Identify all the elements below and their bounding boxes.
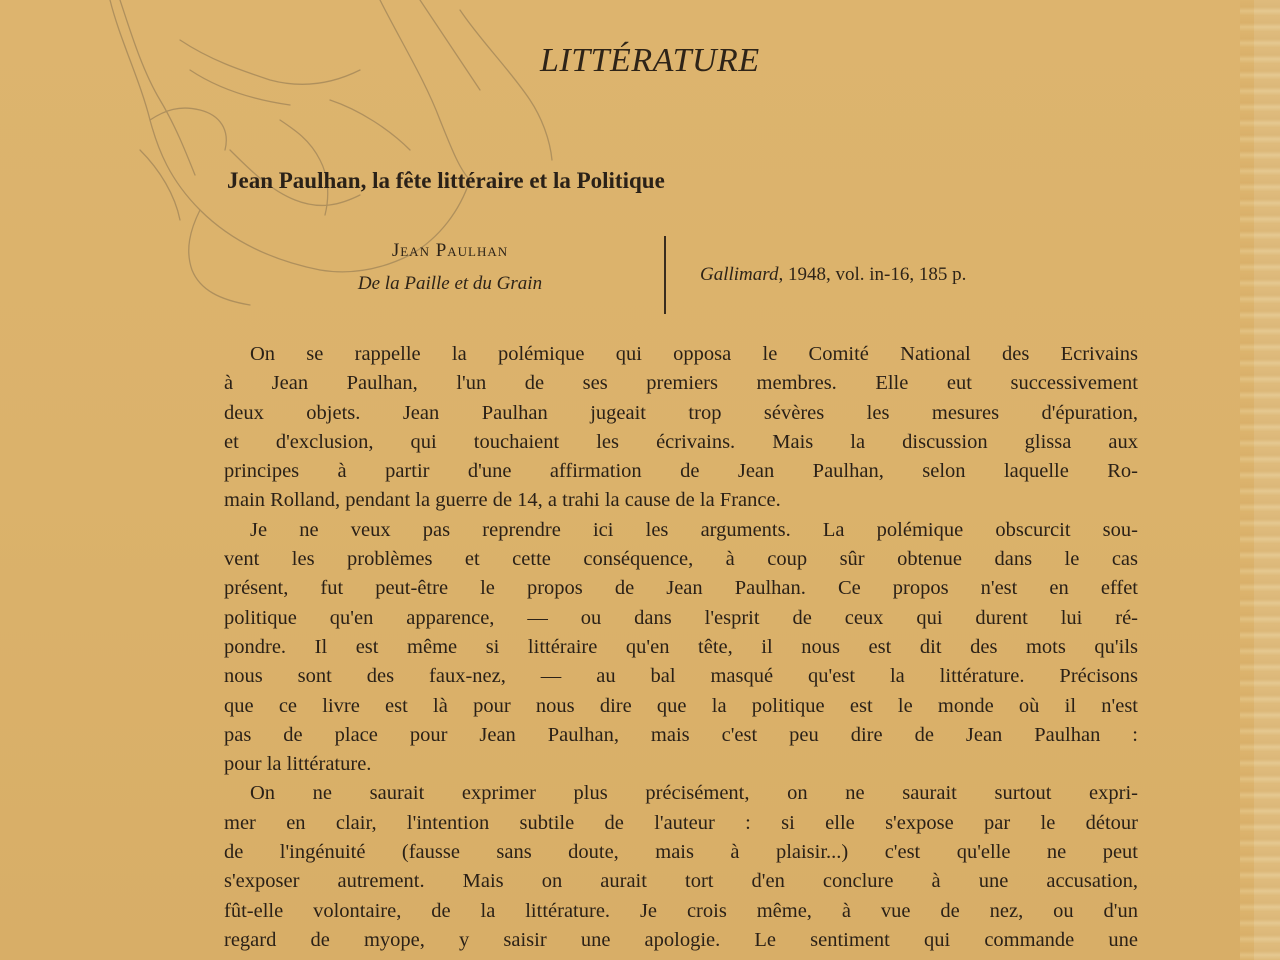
body-line: principes à partir d'une affirmation de Jean Paulhan, selon laquelle Ro- (224, 460, 1138, 483)
body-line: pour la littérature. (224, 753, 372, 776)
reference-book-title: De la Paille et du Grain (357, 273, 543, 294)
body-line: nous sont des faux-nez, — au bal masqué qu'est la littérature. Précisons (224, 665, 1138, 688)
body-line: et d'exclusion, qui touchaient les écrivains. Mais la discussion glissa aux (224, 430, 1138, 453)
body-line: On ne saurait exprimer plus précisément, on ne saurait surtout expri- (250, 782, 1138, 805)
body-line: On se rappelle la polémique qui opposa le Comité National des Ecrivains (250, 343, 1138, 365)
body-line: politique qu'en apparence, — ou dans l'esprit de ceux qui durent lui ré- (224, 606, 1138, 629)
body-line: regard de myope, y saisir une apologie. Le sentiment qui commande une (224, 928, 1138, 951)
book-reference (250, 240, 650, 295)
body-line: vent les problèmes et cette conséquence, à coup sûr obtenue dans le cas (224, 548, 1138, 571)
body-line: Je ne veux pas reprendre ici les arguments. La polémique obscurcit sou- (250, 518, 1138, 541)
body-line: deux objets. Jean Paulhan jugeait trop sévères les mesures d'épuration, (224, 401, 1138, 424)
reference-details: , 1948, vol. in-16, 185 p. (778, 264, 967, 285)
article-title: Jean Paulhan, la fête littéraire et la Politique (227, 168, 665, 193)
article-body (224, 340, 1138, 955)
body-line: que ce livre est là pour nous dire que la politique est le monde où il n'est (224, 694, 1138, 717)
body-line: à Jean Paulhan, l'un de ses premiers membres. Elle eut successivement (224, 372, 1138, 395)
body-line: présent, fut peut-être le propos de Jean Paulhan. Ce propos n'est en effet (224, 577, 1138, 600)
body-line: main Rolland, pendant la guerre de 14, a trahi la cause de la France. (224, 489, 781, 512)
body-line: de l'ingénuité (fausse sans doute, mais à plaisir...) c'est qu'elle ne peut (224, 841, 1138, 864)
reference-publication (700, 264, 1140, 286)
reference-author: Jean Paulhan (391, 240, 509, 261)
body-line: mer en clair, l'intention subtile de l'auteur : si elle s'expose par le détour (224, 811, 1138, 834)
section-heading: LITTÉRATURE (540, 42, 760, 79)
body-line: fût-elle volontaire, de la littérature. Je crois même, à vue de nez, ou d'un (224, 899, 1138, 922)
reference-divider (664, 236, 666, 314)
body-line: s'exposer autrement. Mais on aurait tort d'en conclure à une accusation, (224, 870, 1138, 893)
torn-paper-edge (1240, 0, 1280, 960)
body-line: pas de place pour Jean Paulhan, mais c'est peu dire de Jean Paulhan : (224, 723, 1138, 746)
body-line: pondre. Il est même si littéraire qu'en tête, il nous est dit des mots qu'ils (224, 635, 1138, 658)
reference-publisher: Gallimard (700, 264, 779, 285)
